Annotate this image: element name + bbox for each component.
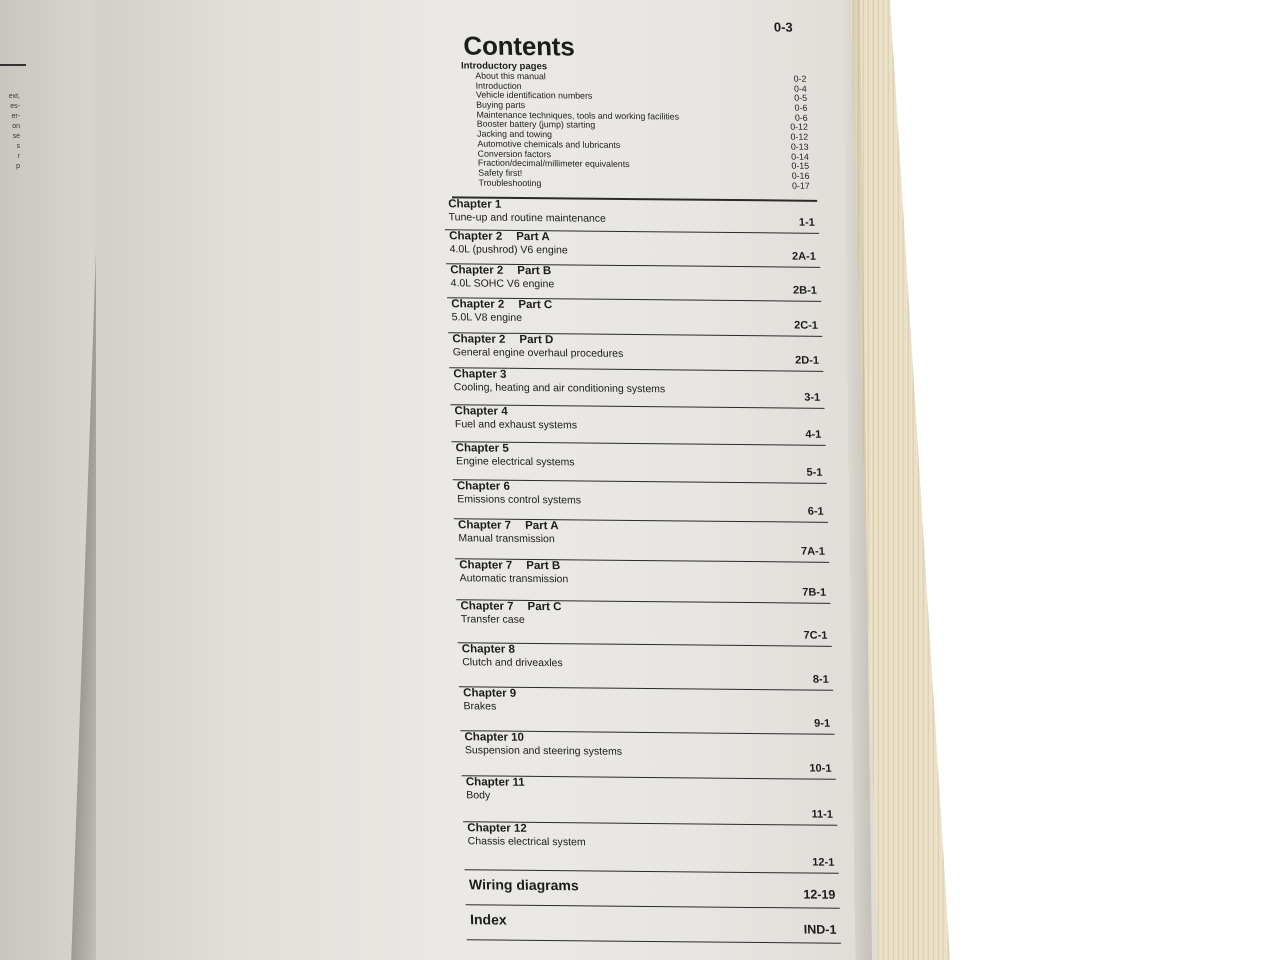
contents-page (390, 0, 879, 960)
chapter-entry (462, 776, 838, 826)
chapter-page: 10-1 (809, 762, 832, 775)
intro-entry-page: 0-13 (790, 141, 809, 152)
chapter-name: Chapter 9 (462, 687, 517, 700)
chapter-name: Chapter 5 (455, 442, 509, 455)
intro-entry-label: Maintenance techniques, tools and working facilities (476, 109, 680, 122)
chapter-page: 2A-1 (791, 250, 817, 263)
intro-entry-page: 0-6 (794, 112, 808, 123)
chapter-entry (444, 198, 819, 234)
chapter-subtitle: 4.0L SOHC V6 engine (450, 277, 555, 291)
chapter-entry (466, 905, 841, 944)
chapter-entry (452, 442, 827, 484)
left-page-text (0, 92, 20, 172)
chapter-subtitle: General engine overhaul procedures (452, 346, 624, 360)
left-page-rule (0, 64, 26, 66)
intro-entry-page: 0-17 (791, 180, 810, 191)
left-text-line: on (12, 123, 20, 130)
chapter-subtitle: Suspension and steering systems (464, 744, 623, 758)
chapter-name: Chapter 7 (459, 559, 513, 572)
chapter-name: Chapter 3 (453, 368, 507, 381)
intro-entry-page: 0-5 (794, 93, 808, 104)
chapter-subtitle: Automatic transmission (459, 572, 569, 586)
intro-entry-label: Troubleshooting (478, 177, 542, 188)
intro-entry-page: 0-12 (790, 122, 809, 133)
intro-entry-page: 0-15 (791, 160, 810, 171)
intro-entry (464, 178, 809, 191)
chapter-page: IND-1 (803, 922, 837, 937)
chapter-subtitle: Transfer case (460, 613, 525, 626)
chapter-subtitle: Manual transmission (458, 532, 555, 546)
chapter-page: 4-1 (805, 428, 822, 441)
chapter-name: Chapter 2 (452, 333, 506, 346)
intro-entry-page: 0-4 (793, 83, 807, 94)
chapter-name: Chapter 7 (457, 519, 512, 532)
chapter-entry (447, 298, 822, 337)
chapter-part: Part C (518, 298, 553, 312)
chapter-page: 12-19 (803, 887, 836, 902)
chapter-name: Chapter 7 (460, 600, 514, 613)
left-text-line: ext, (8, 93, 20, 100)
intro-entry-page: 0-12 (790, 131, 809, 142)
chapter-entry (449, 368, 824, 409)
chapter-entry (463, 822, 839, 874)
chapter-page: 2C-1 (793, 319, 819, 332)
intro-entry-label: Jacking and towing (476, 128, 553, 140)
chapter-title (465, 876, 840, 896)
intro-entry-page: 0-14 (791, 151, 809, 162)
chapter-entry (454, 519, 829, 563)
chapter-name: Chapter 12 (467, 822, 527, 835)
chapter-name: Chapter 10 (464, 731, 525, 744)
chapter-name: Chapter 8 (461, 643, 516, 656)
left-text-line: er- (11, 113, 20, 120)
intro-entry-label: Automotive chemicals and lubricants (477, 138, 621, 150)
chapter-entry (445, 230, 820, 268)
chapter-part: Part B (517, 264, 552, 278)
chapter-page: 8-1 (812, 673, 829, 686)
chapter-entry (453, 480, 828, 523)
chapter-entry (459, 687, 834, 735)
chapter-page: 5-1 (806, 466, 823, 479)
chapter-subtitle: Cooling, heating and air conditioning systems (453, 381, 666, 396)
introductory-heading: Introductory pages (460, 60, 548, 73)
chapter-subtitle: Engine electrical systems (455, 455, 575, 469)
chapter-page: 7B-1 (802, 586, 827, 599)
chapter-name: Index (469, 911, 507, 928)
chapter-part: Part A (524, 519, 559, 533)
left-text-line: p (16, 163, 20, 170)
chapter-page: 7A-1 (800, 545, 826, 558)
chapter-page: 11-1 (811, 808, 834, 821)
chapter-page: 12-1 (812, 856, 835, 869)
introductory-list (461, 71, 810, 191)
intro-entry-label: About this manual (475, 70, 546, 82)
chapter-subtitle: Brakes (463, 700, 497, 713)
chapter-name: Chapter 6 (456, 480, 511, 493)
chapter-title (466, 911, 841, 931)
chapter-page: 3-1 (804, 391, 821, 404)
chapter-page: 2B-1 (792, 284, 818, 297)
chapter-subtitle: Clutch and driveaxles (462, 656, 563, 670)
chapter-entry (455, 559, 830, 604)
chapter-subtitle: Tune-up and routine maintenance (448, 211, 607, 225)
intro-entry-label: Fraction/decimal/millimeter equivalents (477, 157, 630, 170)
intro-entry-label: Introduction (475, 80, 522, 91)
chapter-subtitle: Fuel and exhaust systems (454, 418, 578, 432)
intro-entry-label: Buying parts (476, 99, 526, 111)
chapter-part: Part A (516, 230, 550, 244)
chapter-subtitle: 4.0L (pushrod) V6 engine (449, 243, 568, 257)
intro-entry-page: 0-16 (791, 170, 810, 181)
chapter-page: 9-1 (814, 717, 831, 730)
chapter-entry (465, 870, 840, 909)
chapter-entry (446, 264, 821, 302)
chapter-part: Part B (526, 559, 561, 573)
chapter-list (444, 198, 841, 944)
chapter-entry (456, 600, 831, 647)
intro-entry-page: 0-2 (793, 73, 807, 84)
chapter-subtitle: Emissions control systems (457, 493, 582, 507)
chapter-name: Wiring diagrams (468, 876, 579, 894)
left-text-line: s (16, 143, 20, 150)
chapter-page: 6-1 (807, 505, 824, 518)
chapter-page: 7C-1 (803, 629, 828, 642)
chapter-subtitle: Body (466, 789, 491, 802)
chapter-subtitle: 5.0L V8 engine (451, 311, 523, 324)
chapter-name: Chapter 1 (448, 198, 502, 211)
chapter-entry (448, 333, 823, 372)
chapter-entry (450, 405, 825, 446)
chapter-subtitle: Chassis electrical system (467, 835, 586, 849)
chapter-entry (458, 643, 833, 691)
intro-entry-label: Booster battery (jump) starting (476, 119, 596, 131)
chapter-name: Chapter 2 (450, 264, 504, 277)
left-text-line: es- (10, 103, 20, 110)
left-text-line: r (17, 153, 20, 160)
page-number: 0-3 (773, 19, 793, 35)
chapter-entry (460, 731, 836, 780)
intro-entry-label: Safety first! (478, 167, 523, 178)
left-text-line: se (12, 133, 20, 140)
chapter-part: Part D (519, 333, 554, 347)
contents-title: Contents (462, 30, 575, 62)
chapter-part: Part C (527, 600, 562, 614)
chapter-name: Chapter 2 (449, 230, 503, 243)
intro-entry-label: Conversion factors (477, 148, 552, 159)
chapter-page: 2D-1 (795, 354, 820, 367)
chapter-page: 1-1 (798, 216, 816, 229)
chapter-name: Chapter 2 (451, 298, 505, 311)
intro-entry-label: Vehicle identification numbers (475, 89, 593, 102)
intro-entry-page: 0-6 (794, 102, 808, 113)
chapter-name: Chapter 11 (465, 776, 525, 789)
chapter-name: Chapter 4 (454, 405, 508, 418)
